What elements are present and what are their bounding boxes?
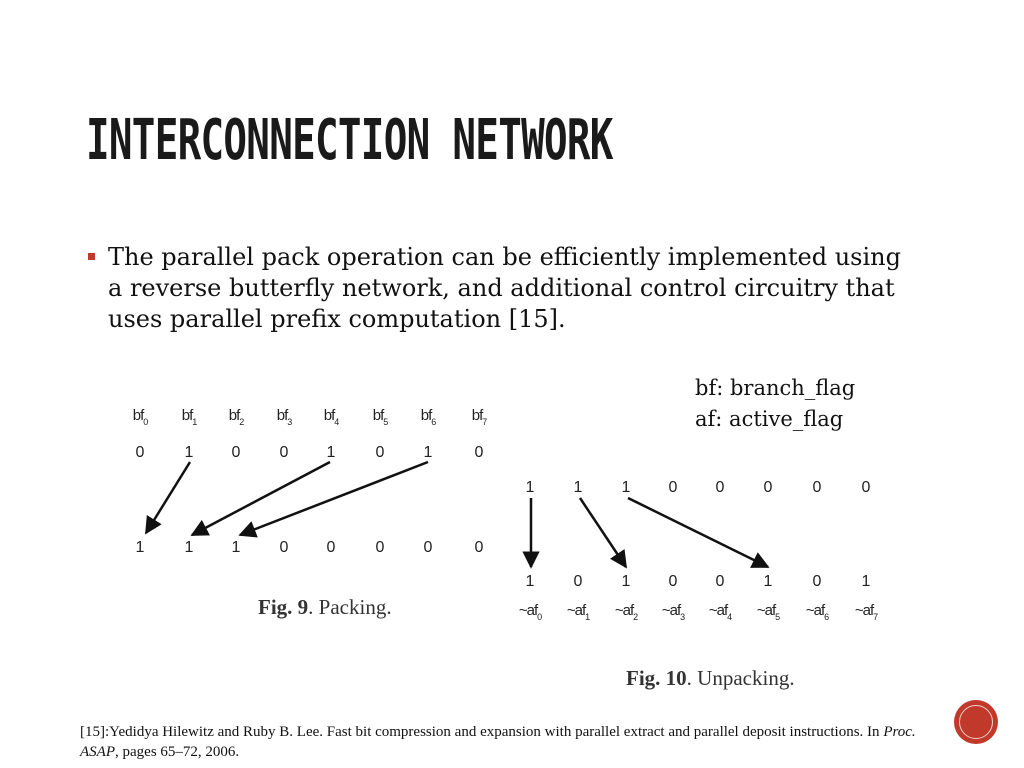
fig10-caption: Fig. 10. Unpacking. [626,666,795,690]
fig9-top-bit: 0 [474,444,484,461]
af-label: $\sim af_5$ [756,602,780,622]
af-label: $\sim af_4$ [708,602,732,622]
fig9-caption: Fig. 9. Packing. [258,595,392,619]
fig9-packing [133,407,488,556]
fig9-bottom-bit: 1 [135,539,145,556]
fig10-bottom-bit: 1 [621,573,631,590]
bf-label: $bf_1$ [181,407,197,427]
fig10-bottom-bit: 1 [861,573,871,590]
fig10-bottom-bit: 0 [715,573,725,590]
af-label: $\sim af_1$ [566,602,590,622]
fig9-bottom-bit: 1 [184,539,194,556]
af-label: $\sim af_0$ [518,602,542,622]
slide-number-badge [954,700,998,744]
fig9-bottom-bit: 0 [423,539,433,556]
af-label: $\sim af_6$ [805,602,829,622]
fig9-bottom-bit: 0 [474,539,484,556]
slide-title: INTERCONNECTION NETWORK [86,108,613,173]
af-label: $\sim af_7$ [854,602,878,622]
fig10-top-bit: 1 [525,479,535,496]
af-label: $\sim af_2$ [614,602,638,622]
fig10-top-bit: 1 [621,479,631,496]
bf-label: $bf_5$ [372,407,388,427]
fig9-top-bit: 0 [231,444,241,461]
fig9-top-bit: 0 [135,444,145,461]
fig9-top-bit: 0 [375,444,385,461]
fig10-top-bit: 0 [861,479,871,496]
pack-arrow [240,462,428,535]
fig9-top-bit: 1 [326,444,336,461]
bf-label: $bf_3$ [276,407,292,427]
bf-label: $bf_0$ [132,407,148,427]
reference-pages: , pages 65–72, 2006. [115,744,240,760]
fig10-top-bit: 0 [763,479,773,496]
fig10-unpacking [519,479,878,622]
reference-footnote [80,722,940,762]
fig9-top-bit: 0 [279,444,289,461]
unpack-arrow [628,498,768,567]
bf-label: $bf_2$ [228,407,244,427]
fig9-top-bit: 1 [423,444,433,461]
fig10-bottom-bit: 1 [525,573,535,590]
fig10-bottom-bit: 0 [573,573,583,590]
fig10-top-bit: 0 [812,479,822,496]
fig9-bottom-bit: 1 [231,539,241,556]
fig9-bottom-bit: 0 [375,539,385,556]
fig9-bottom-bit: 0 [326,539,336,556]
fig10-bottom-bit: 0 [812,573,822,590]
fig9-bottom-bit: 0 [279,539,289,556]
fig10-bottom-bit: 1 [763,573,773,590]
af-label: $\sim af_3$ [661,602,685,622]
unpack-arrow [580,498,626,567]
fig10-top-bit: 0 [715,479,725,496]
legend-active-flag: af: active_flag [695,407,844,431]
fig10-top-bit: 0 [668,479,678,496]
pack-arrow [192,462,330,535]
bullet-text: The parallel pack operation can be efficiently implemented using a reverse butterfly network, and additional control circuitry that uses parallel prefix computation [15]. [108,243,901,333]
pack-arrow [146,462,190,533]
bf-label: $bf_7$ [471,407,487,427]
fig10-bottom-bit: 0 [668,573,678,590]
bf-label: $bf_6$ [420,407,436,427]
bf-label: $bf_4$ [323,407,339,427]
fig9-top-bit: 1 [184,444,194,461]
reference-venue: Proc. ASAP [80,724,916,760]
reference-text: [15]:Yedidya Hilewitz and Ruby B. Lee. Fast bit compression and expansion with parallel extract and parallel deposit instructions. In [80,724,884,740]
fig10-top-bit: 1 [573,479,583,496]
legend-branch-flag: bf: branch_flag [695,376,856,400]
